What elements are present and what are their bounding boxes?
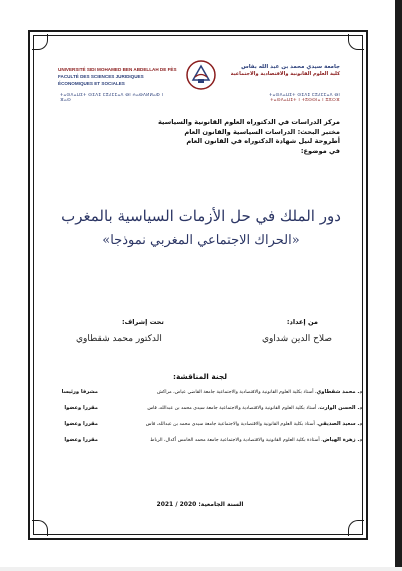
committee-member-row — [40, 418, 362, 430]
decorative-border — [28, 30, 368, 540]
thesis-title: دور الملك في حل الأزمات السياسية بالمغرب — [61, 207, 341, 225]
university-name-tifinagh-left: ⵜⴰⵙⴷⴰⵡⵉⵜ ⵙⵉⴷⵉ ⵎⵓⵃⵎⵎⴰⴷ ⴱⵏ ⵄⴰⴱⴷⵍⵍⴰⵀ ⵏ ⴼⴰⵙ — [60, 92, 164, 102]
university-name-fr: UNIVERSITÉ SIDI MOHAMED BEN ABDELLAH DE FÈS — [58, 67, 177, 72]
corner-ornament — [348, 520, 364, 536]
member-affiliation: أستاذ بكلية العلوم القانونية والاقتصادية والاجتماعية جامعة سيدي محمد بن عبدالله، فاس — [147, 406, 317, 411]
tifinagh-line-2: ⵜⴰⵙⴷⴰⵡⵉⵜ ⵏ ⵜⵓⵙⵙⵏⴰ ⵏ ⵓⵣⵔⴼ — [270, 97, 340, 102]
member-affiliation: أستاذ بكلية العلوم القانونية والاقتصادية والاجتماعية جامعة القاضي عياض، مراكش — [157, 390, 314, 395]
member-name: د. سعيد الصديقي — [317, 421, 362, 427]
viewer-bottom-edge — [0, 567, 402, 571]
member-role: مقررا وعضوا — [64, 437, 98, 443]
university-name-ar: جامعة سيدي محمد بن عبد الله بفاس — [241, 64, 340, 70]
member-affiliation: أستاذة بكلية العلوم القانونية والاقتصادية والاجتماعية جامعة محمد الخامس أكدال، الرباط — [150, 438, 320, 443]
member-description: د. الحسن الوارث، أستاذ بكلية العلوم القانونية والاقتصادية والاجتماعية جامعة سيدي محمد بن عبدالله، فاس — [147, 405, 362, 411]
doctoral-center: مركز الدراسات في الدكتوراه العلوم القانونية والسياسية — [158, 118, 340, 126]
inner-border — [33, 35, 363, 535]
subject-label: في موضوع: — [300, 146, 340, 155]
member-role: مقررا وعضوا — [64, 421, 98, 427]
university-header-ar — [222, 64, 340, 78]
member-name: د. زهرة الهياض — [322, 437, 362, 443]
member-name: د. محمد شقطاوي — [316, 389, 362, 395]
university-header-fr — [58, 66, 178, 87]
member-name: د. الحسن الوارث — [319, 405, 362, 411]
author-name: صلاح الدين شداوي — [261, 334, 332, 344]
committee-member-row — [40, 386, 362, 398]
member-role: مشرفا ورئيسا — [61, 389, 98, 395]
committee-member-row — [40, 434, 362, 446]
viewer-edge — [395, 0, 402, 571]
member-affiliation: أستاذ بكلية العلوم القانونية والاقتصادية والاجتماعية جامعة سيدي محمد بن عبدالله، فاس — [145, 422, 315, 427]
thesis-subtitle: «الحراك الاجتماعي المغربي نموذجا» — [102, 233, 300, 248]
faculty-name-ar: كلية العلوم القانونية والاقتصادية والاجتماعية — [230, 71, 340, 77]
member-description: د. محمد شقطاوي، أستاذ بكلية العلوم القانونية والاقتصادية والاجتماعية جامعة القاضي عياض، مراكش — [157, 389, 362, 395]
university-name-tifinagh-right — [222, 92, 340, 102]
committee-title: لجنة المناقشة: — [172, 372, 228, 381]
prepared-by-label: من إعداد: — [286, 318, 318, 326]
supervisor-name: الدكتور محمد شقطاوي — [76, 334, 162, 344]
member-description: د. سعيد الصديقي، أستاذ بكلية العلوم القانونية والاقتصادية والاجتماعية جامعة سيدي محمد بن عبدالله، فاس — [145, 421, 362, 427]
tifinagh-line-1: ⵜⴰⵙⴷⴰⵡⵉⵜ ⵙⵉⴷⵉ ⵎⵓⵃⵎⵎⴰⴷ ⴱⵏ — [269, 92, 340, 97]
academic-year: السنة الجامعية: 2020 / 2021 — [156, 501, 244, 508]
committee-member-row — [40, 402, 362, 414]
thesis-degree: أطروحة لنيل شهادة الدكتوراه في القانون العام — [186, 137, 340, 145]
supervised-by-label: تحت إشراف: — [122, 318, 164, 326]
faculty-name-fr: FACULTÉ DES SCIENCES JURIDIQUES ÉCONOMIQUES ET SOCIALES — [58, 74, 144, 86]
university-logo-icon — [184, 58, 218, 92]
member-role: مقررا وعضوا — [64, 405, 98, 411]
research-lab: مختبر البحث: الدراسات السياسية والقانون العام — [184, 127, 340, 136]
member-description: د. زهرة الهياض، أستاذة بكلية العلوم القانونية والاقتصادية والاجتماعية جامعة محمد الخامس أكدال، الرباط — [150, 437, 362, 443]
thesis-info — [70, 118, 340, 156]
